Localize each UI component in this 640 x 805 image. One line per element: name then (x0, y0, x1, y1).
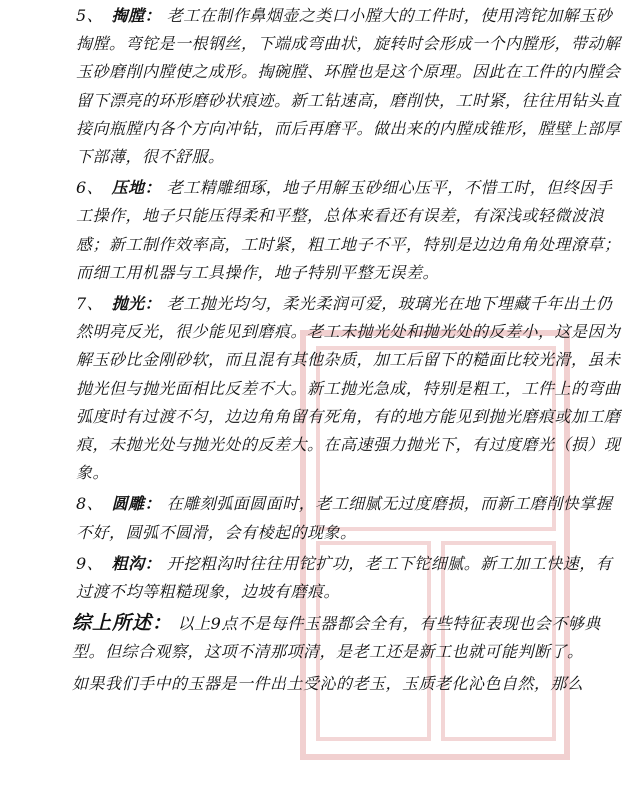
paragraph-number: 7、 (76, 294, 104, 314)
paragraph-heading: 粗沟： (111, 553, 162, 573)
document-body (72, 2, 624, 701)
paragraph-number: 5、 (76, 6, 104, 25)
paragraph-heading: 圆雕： (111, 494, 162, 514)
closing-line (72, 670, 624, 698)
paragraph-text: 在雕刻弧面圆面时，老工细腻无过度磨损，而新工磨削快掌握不好，圆弧不圆滑，会有棱起的现象。 (76, 494, 613, 542)
summary-text: 以上9点不是每件玉器都会全有，有些特征表现也会不够典型。但综合观察，这项不清那项清，是老工还是新工也就可能判断了。 (72, 614, 601, 662)
paragraph-heading: 抛光： (111, 294, 162, 314)
paragraph-number: 6、 (76, 178, 104, 198)
paragraph-text: 开挖粗沟时往往用铊扩功，老工下铊细腻。新工加工快速，有过渡不均等粗糙现象，边坡有磨痕。 (76, 553, 613, 602)
paragraph-heading: 掏膛： (111, 6, 162, 25)
paragraph-heading: 压地： (111, 178, 162, 198)
summary-paragraph (72, 609, 624, 666)
summary-heading: 综上所述： (72, 612, 173, 635)
paragraph-6 (76, 174, 624, 287)
paragraph-number: 8、 (76, 494, 104, 514)
paragraph-text: 老工抛光均匀，柔光柔润可爱，玻璃光在地下埋藏千年出土仍然明亮反光，很少能见到磨痕。老工未抛光处和抛光处的反差小，这是因为解玉砂比金刚砂软，而且混有其他杂质，加工后留下的糙面比较光滑，虽未抛光但与抛光面相比反差不大。新工抛光急成，特别是粗工，工件上的弯曲弧度时有过渡不匀，边边角角留有死角，有的地方能见到抛光磨痕或加工磨痕，未抛光处与抛光处的反差大。在高速强力抛光下，有过度磨光（损）现象。 (76, 294, 621, 483)
paragraph-5 (76, 2, 624, 171)
paragraph-number: 9、 (76, 553, 104, 573)
paragraph-text: 老工精雕细琢，地子用解玉砂细心压平，不惜工时，但终因手工操作，地子只能压得柔和平整，总体来看还有误差，有深浅或轻微波浪感；新工制作效率高，工时紧，粗工地子不平，特别是边边角角处理潦草；而细工用机器与工具操作，地子特别平整无误差。 (76, 178, 621, 282)
paragraph-7 (76, 290, 624, 487)
closing-text: 如果我们手中的玉器是一件出土受沁的老玉，玉质老化沁色自然，那么 (72, 673, 584, 693)
paragraph-9 (76, 550, 624, 606)
paragraph-text: 老工在制作鼻烟壶之类口小膛大的工件时，使用湾铊加解玉砂掏膛。弯铊是一根钢丝，下端成弯曲状，旋转时会形成一个内膛形，带动解玉砂磨削内膛使之成形。掏碗膛、环膛也是这个原理。因此在工件的内膛会留下漂亮的环形磨砂状痕迹。新工钻速高，磨削快，工时紧，往往用钻头直接向瓶膛内各个方向冲钻，而后再磨平。做出来的内膛成锥形，膛壁上部厚下部薄，很不舒服。 (76, 6, 621, 167)
paragraph-8 (76, 490, 624, 546)
